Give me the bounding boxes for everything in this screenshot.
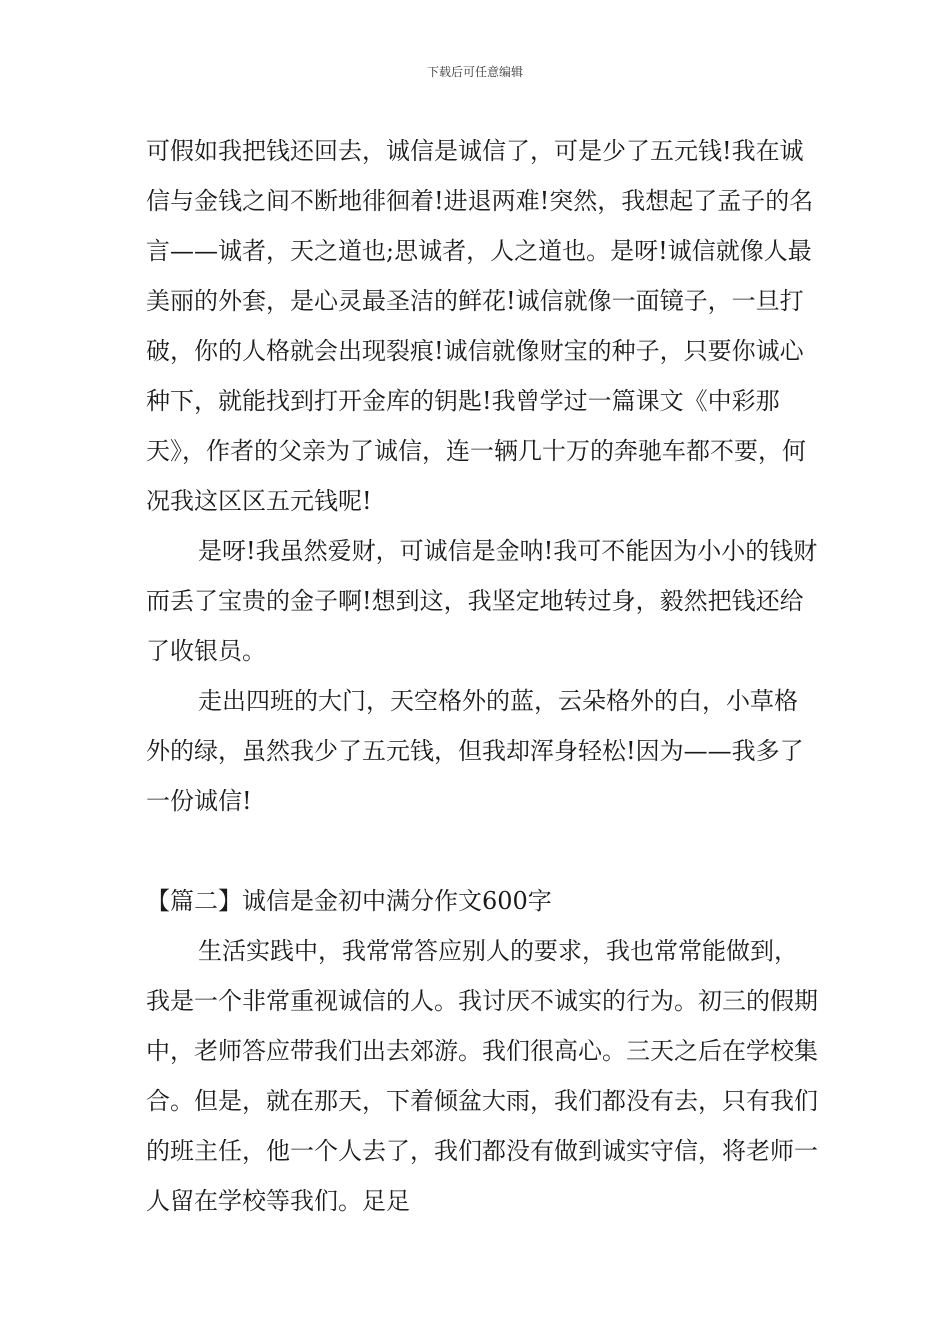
paragraph-1: 可假如我把钱还回去，诚信是诚信了，可是少了五元钱!我在诚信与金钱之间不断地徘徊着!进退两难!突然，我想起了孟子的名言——诚者，天之道也;思诚者，人之道也。是呀!诚信就像人最美丽的外套，是心灵最圣洁的鲜花!诚信就像一面镜子，一旦打破，你的人格就会出现裂痕!诚信就像财宝的种子，只要你诚心种下，就能找到打开金库的钥匙!我曾学过一篇课文《中彩那天》，作者的父亲为了诚信，连一辆几十万的奔驰车都不要，何况我这区区五元钱呢! bbox=[146, 137, 814, 515]
article-body bbox=[146, 126, 818, 1226]
paragraph-3: 走出四班的大门，天空格外的蓝，云朵格外的白，小草格外的绿，虽然我少了五元钱，但我却浑身轻松!因为——我多了一份诚信! bbox=[146, 687, 804, 815]
paragraph-2: 是呀!我虽然爱财，可诚信是金呐!我可不能因为小小的钱财而丢了宝贵的金子啊!想到这，我坚定地转过身，毅然把钱还给了收银员。 bbox=[146, 537, 818, 665]
section-title: 【篇二】诚信是金初中满分作文600字 bbox=[146, 887, 552, 915]
page-header-note: 下载后可任意编辑 bbox=[426, 65, 523, 79]
section-paragraph-1: 生活实践中，我常常答应别人的要求，我也常常能做到，我是一个非常重视诚信的人。我讨厌不诚实的行为。初三的假期中，老师答应带我们出去郊游。我们很高心。三天之后在学校集合。但是，就在那天，下着倾盆大雨，我们都没有去，只有我们的班主任，他一个人去了，我们都没有做到诚实守信，将老师一人留在学校等我们。足足 bbox=[146, 937, 818, 1215]
